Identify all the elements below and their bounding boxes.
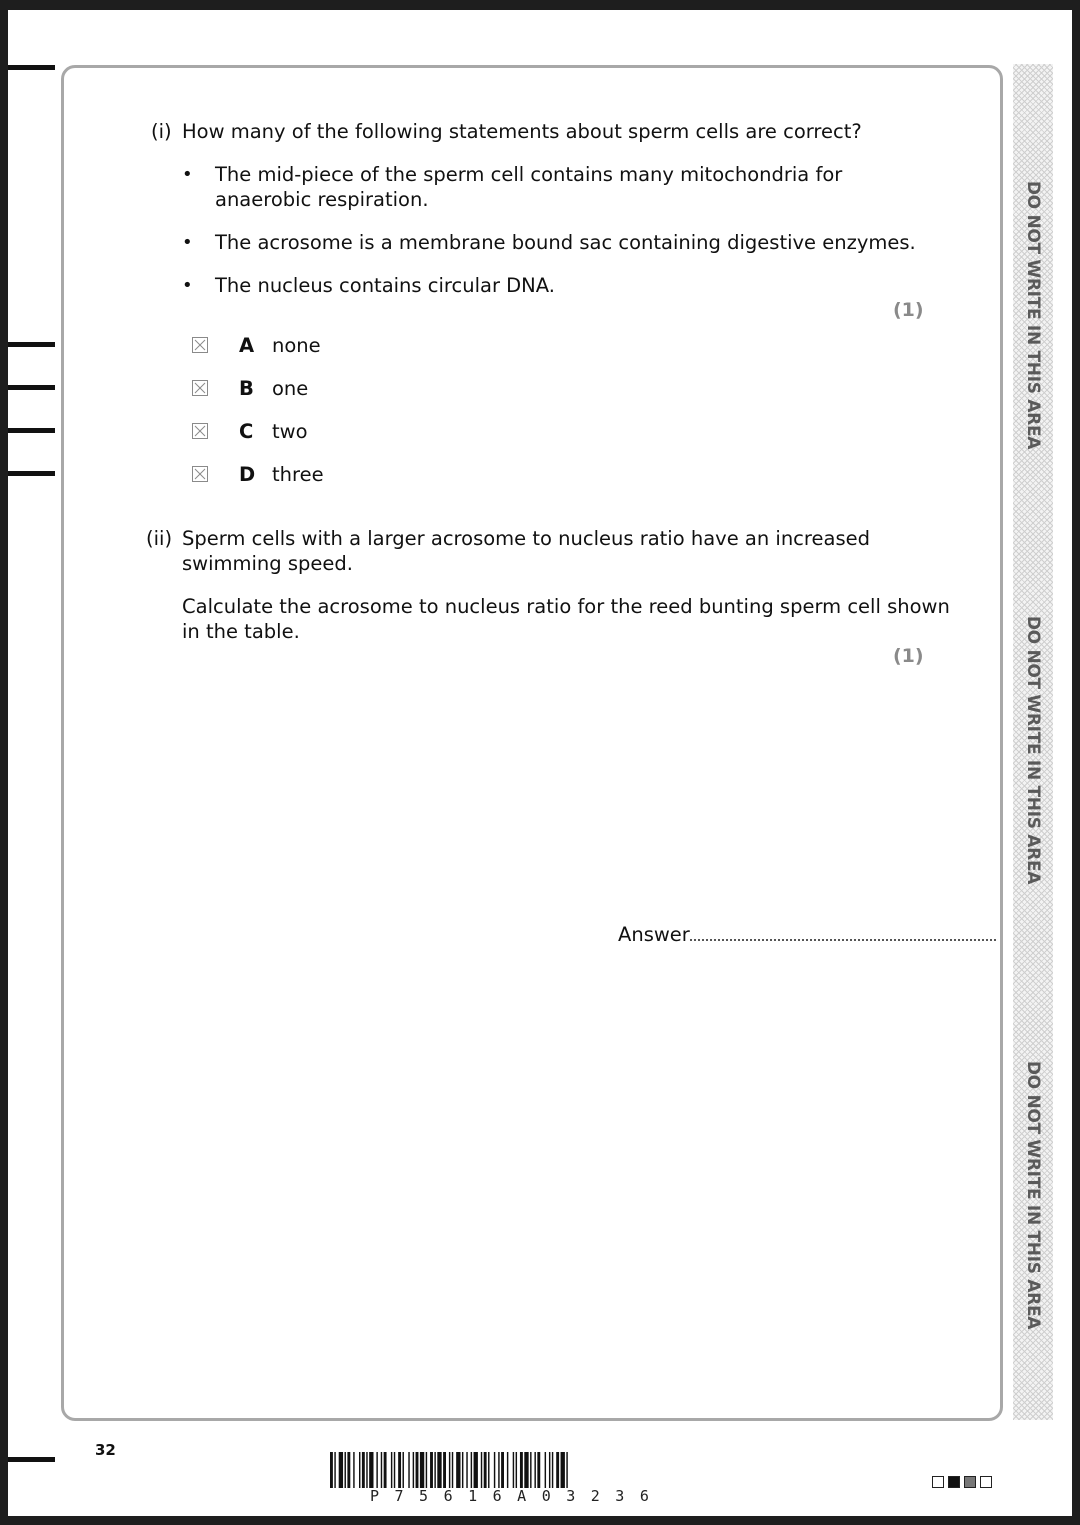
statement-1-line-2: anaerobic respiration. bbox=[215, 188, 429, 211]
option-d-text: three bbox=[272, 463, 324, 486]
option-b-text: one bbox=[272, 377, 309, 400]
part-ii-para1-line1: Sperm cells with a larger acrosome to nucleus ratio have an increased bbox=[182, 527, 870, 550]
bullet: • bbox=[182, 275, 193, 296]
answer-label: Answer bbox=[618, 923, 690, 946]
part-i-label: (i) bbox=[151, 120, 172, 143]
cross-icon bbox=[193, 424, 207, 438]
option-c-letter: C bbox=[239, 420, 254, 443]
margin-tick bbox=[8, 428, 55, 433]
answer-frame bbox=[61, 65, 1003, 1421]
marks-label: (1) bbox=[893, 299, 924, 321]
statement-1-line-1: The mid-piece of the sperm cell contains many mitochondria for bbox=[215, 163, 843, 186]
option-a-text: none bbox=[272, 334, 321, 357]
bullet: • bbox=[182, 164, 193, 185]
margin-tick bbox=[8, 1457, 55, 1462]
registration-square bbox=[948, 1476, 960, 1488]
margin-tick bbox=[8, 471, 55, 476]
margin-tick bbox=[8, 342, 55, 347]
part-i-question: How many of the following statements about sperm cells are correct? bbox=[182, 120, 862, 143]
part-ii-para2-line1: Calculate the acrosome to nucleus ratio for the reed bunting sperm cell shown bbox=[182, 595, 950, 618]
registration-square bbox=[932, 1476, 944, 1488]
bullet: • bbox=[182, 232, 193, 253]
registration-square bbox=[964, 1476, 976, 1488]
marks-label: (1) bbox=[893, 645, 924, 667]
margin-warning: DO NOT WRITE IN THIS AREA bbox=[1023, 1060, 1043, 1330]
registration-square bbox=[980, 1476, 992, 1488]
margin-tick bbox=[8, 385, 55, 390]
part-ii-para2-line2: in the table. bbox=[182, 620, 300, 643]
option-a-letter: A bbox=[239, 334, 255, 357]
part-ii-label: (ii) bbox=[146, 527, 173, 550]
option-d-checkbox[interactable] bbox=[192, 466, 208, 482]
cross-icon bbox=[193, 381, 207, 395]
option-b-letter: B bbox=[239, 377, 254, 400]
option-d-letter: D bbox=[239, 463, 256, 486]
option-b-checkbox[interactable] bbox=[192, 380, 208, 396]
margin-warning: DO NOT WRITE IN THIS AREA bbox=[1023, 615, 1043, 885]
option-c-checkbox[interactable] bbox=[192, 423, 208, 439]
barcode bbox=[330, 1452, 747, 1488]
margin-warning: DO NOT WRITE IN THIS AREA bbox=[1023, 180, 1043, 450]
part-ii-para1-line2: swimming speed. bbox=[182, 552, 353, 575]
barcode-text: P75616A03236 bbox=[370, 1487, 665, 1505]
cross-icon bbox=[193, 338, 207, 352]
cross-icon bbox=[193, 467, 207, 481]
answer-line[interactable] bbox=[690, 939, 996, 941]
page-number: 32 bbox=[95, 1441, 116, 1459]
statement-2: The acrosome is a membrane bound sac containing digestive enzymes. bbox=[215, 231, 916, 254]
statement-3: The nucleus contains circular DNA. bbox=[215, 274, 555, 297]
option-a-checkbox[interactable] bbox=[192, 337, 208, 353]
option-c-text: two bbox=[272, 420, 308, 443]
margin-tick bbox=[8, 65, 55, 70]
